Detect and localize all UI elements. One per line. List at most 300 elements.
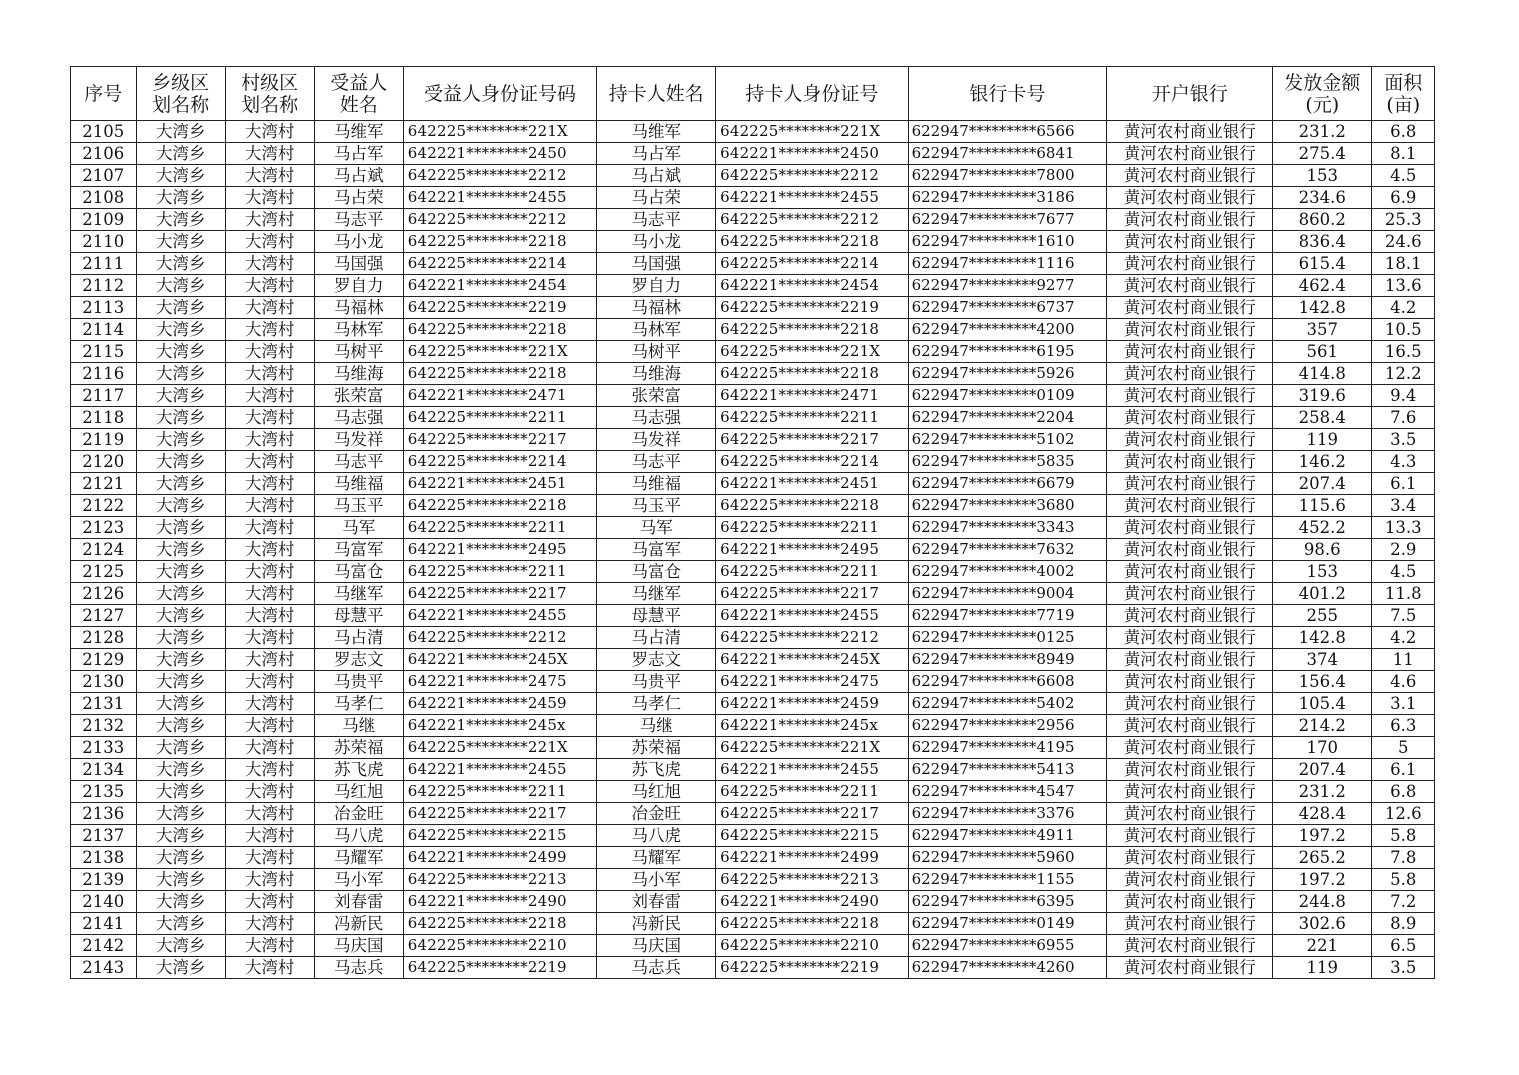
amount-cell: 142.8 [1273,627,1372,649]
village-cell: 大湾村 [225,363,314,385]
beneficiary-name-cell: 马志平 [314,451,403,473]
cardholder-id-cell: 642225********2211 [716,781,909,803]
area-cell: 8.9 [1372,913,1435,935]
bank-card-number-cell: 622947*********4547 [908,781,1107,803]
beneficiary-id-cell: 642221********2455 [403,759,597,781]
village-cell: 大湾村 [225,671,314,693]
beneficiary-name-cell: 苏飞虎 [314,759,403,781]
area-cell: 10.5 [1372,319,1435,341]
bank-name-cell: 黄河农村商业银行 [1107,583,1273,605]
beneficiary-name-cell: 马八虎 [314,825,403,847]
bank-name-cell: 黄河农村商业银行 [1107,935,1273,957]
subsidy-payment-table [70,66,1435,979]
cardholder-name-cell: 马占荣 [597,187,716,209]
bank-name-cell: 黄河农村商业银行 [1107,957,1273,979]
bank-card-number-cell: 622947*********6841 [908,143,1107,165]
amount-cell: 170 [1273,737,1372,759]
bank-name-cell: 黄河农村商业银行 [1107,363,1273,385]
beneficiary-id-cell: 642221********2450 [403,143,597,165]
bank-card-number-cell: 622947*********6195 [908,341,1107,363]
beneficiary-id-cell: 642225********2211 [403,517,597,539]
town-cell: 大湾乡 [136,957,225,979]
village-cell: 大湾村 [225,539,314,561]
table-row [71,781,1435,803]
seq-cell: 2107 [71,165,137,187]
amount-cell: 244.8 [1273,891,1372,913]
town-cell: 大湾乡 [136,143,225,165]
cardholder-id-cell: 642225********2212 [716,209,909,231]
town-cell: 大湾乡 [136,297,225,319]
cardholder-name-cell: 马庆国 [597,935,716,957]
area-cell: 5 [1372,737,1435,759]
area-cell: 5.8 [1372,825,1435,847]
amount-cell: 115.6 [1273,495,1372,517]
beneficiary-name-cell: 马维军 [314,121,403,143]
bank-card-number-cell: 622947*********0109 [908,385,1107,407]
beneficiary-name-cell: 马占军 [314,143,403,165]
header-seq: 序号 [71,67,137,121]
beneficiary-name-cell: 罗自力 [314,275,403,297]
beneficiary-id-cell: 642221********2475 [403,671,597,693]
cardholder-name-cell: 马富仓 [597,561,716,583]
cardholder-id-cell: 642225********2212 [716,165,909,187]
seq-cell: 2119 [71,429,137,451]
bank-name-cell: 黄河农村商业银行 [1107,847,1273,869]
area-cell: 6.1 [1372,759,1435,781]
village-cell: 大湾村 [225,319,314,341]
amount-cell: 258.4 [1273,407,1372,429]
town-cell: 大湾乡 [136,583,225,605]
beneficiary-id-cell: 642225********2218 [403,231,597,253]
beneficiary-name-cell: 马富军 [314,539,403,561]
cardholder-id-cell: 642225********2217 [716,803,909,825]
cardholder-name-cell: 马军 [597,517,716,539]
cardholder-name-cell: 罗自力 [597,275,716,297]
cardholder-id-cell: 642221********2455 [716,187,909,209]
area-cell: 12.2 [1372,363,1435,385]
village-cell: 大湾村 [225,605,314,627]
bank-name-cell: 黄河农村商业银行 [1107,715,1273,737]
table-row [71,825,1435,847]
table-row [71,297,1435,319]
seq-cell: 2139 [71,869,137,891]
table-row [71,451,1435,473]
cardholder-id-cell: 642221********2499 [716,847,909,869]
village-cell: 大湾村 [225,231,314,253]
bank-name-cell: 黄河农村商业银行 [1107,737,1273,759]
table-row [71,319,1435,341]
cardholder-id-cell: 642225********2218 [716,495,909,517]
amount-cell: 221 [1273,935,1372,957]
seq-cell: 2136 [71,803,137,825]
bank-card-number-cell: 622947*********7800 [908,165,1107,187]
bank-name-cell: 黄河农村商业银行 [1107,825,1273,847]
bank-card-number-cell: 622947*********8949 [908,649,1107,671]
table-row [71,341,1435,363]
bank-card-number-cell: 622947*********5835 [908,451,1107,473]
beneficiary-id-cell: 642225********221X [403,737,597,759]
area-cell: 24.6 [1372,231,1435,253]
beneficiary-id-cell: 642221********2451 [403,473,597,495]
amount-cell: 146.2 [1273,451,1372,473]
bank-name-cell: 黄河农村商业银行 [1107,671,1273,693]
table-row [71,187,1435,209]
cardholder-name-cell: 马志强 [597,407,716,429]
table-row [71,715,1435,737]
seq-cell: 2129 [71,649,137,671]
bank-name-cell: 黄河农村商业银行 [1107,143,1273,165]
town-cell: 大湾乡 [136,847,225,869]
beneficiary-id-cell: 642221********2495 [403,539,597,561]
beneficiary-id-cell: 642221********245x [403,715,597,737]
beneficiary-name-cell: 马小龙 [314,231,403,253]
amount-cell: 231.2 [1273,121,1372,143]
amount-cell: 234.6 [1273,187,1372,209]
village-cell: 大湾村 [225,803,314,825]
bank-name-cell: 黄河农村商业银行 [1107,121,1273,143]
cardholder-name-cell: 马志平 [597,209,716,231]
amount-cell: 255 [1273,605,1372,627]
bank-card-number-cell: 622947*********6737 [908,297,1107,319]
bank-name-cell: 黄河农村商业银行 [1107,539,1273,561]
area-cell: 4.5 [1372,561,1435,583]
town-cell: 大湾乡 [136,561,225,583]
cardholder-id-cell: 642221********2495 [716,539,909,561]
bank-card-number-cell: 622947*********6608 [908,671,1107,693]
area-cell: 4.6 [1372,671,1435,693]
area-cell: 11.8 [1372,583,1435,605]
cardholder-name-cell: 马继 [597,715,716,737]
seq-cell: 2120 [71,451,137,473]
beneficiary-name-cell: 冯新民 [314,913,403,935]
area-cell: 18.1 [1372,253,1435,275]
bank-card-number-cell: 622947*********1116 [908,253,1107,275]
village-cell: 大湾村 [225,737,314,759]
cardholder-name-cell: 马国强 [597,253,716,275]
amount-cell: 302.6 [1273,913,1372,935]
amount-cell: 561 [1273,341,1372,363]
bank-name-cell: 黄河农村商业银行 [1107,649,1273,671]
beneficiary-name-cell: 马占清 [314,627,403,649]
village-cell: 大湾村 [225,275,314,297]
cardholder-id-cell: 642225********2214 [716,451,909,473]
village-cell: 大湾村 [225,209,314,231]
cardholder-id-cell: 642225********221X [716,341,909,363]
area-cell: 4.5 [1372,165,1435,187]
town-cell: 大湾乡 [136,341,225,363]
beneficiary-name-cell: 马耀军 [314,847,403,869]
village-cell: 大湾村 [225,165,314,187]
cardholder-id-cell: 642221********2490 [716,891,909,913]
table-body [71,121,1435,979]
table-row [71,275,1435,297]
town-cell: 大湾乡 [136,869,225,891]
seq-cell: 2126 [71,583,137,605]
beneficiary-name-cell: 马志兵 [314,957,403,979]
table-row [71,121,1435,143]
beneficiary-name-cell: 马玉平 [314,495,403,517]
area-cell: 13.3 [1372,517,1435,539]
beneficiary-id-cell: 642221********2454 [403,275,597,297]
amount-cell: 452.2 [1273,517,1372,539]
header-row [71,67,1435,121]
beneficiary-id-cell: 642225********2213 [403,869,597,891]
cardholder-id-cell: 642221********2459 [716,693,909,715]
beneficiary-id-cell: 642225********2211 [403,781,597,803]
beneficiary-id-cell: 642225********2214 [403,253,597,275]
beneficiary-name-cell: 马富仓 [314,561,403,583]
town-cell: 大湾乡 [136,693,225,715]
header-cardholder-id: 持卡人身份证号 [716,67,909,121]
cardholder-id-cell: 642225********2213 [716,869,909,891]
cardholder-id-cell: 642221********2455 [716,759,909,781]
bank-card-number-cell: 622947*********7632 [908,539,1107,561]
town-cell: 大湾乡 [136,319,225,341]
bank-name-cell: 黄河农村商业银行 [1107,627,1273,649]
bank-card-number-cell: 622947*********4911 [908,825,1107,847]
table-row [71,143,1435,165]
cardholder-name-cell: 马志兵 [597,957,716,979]
bank-card-number-cell: 622947*********7719 [908,605,1107,627]
village-cell: 大湾村 [225,693,314,715]
seq-cell: 2113 [71,297,137,319]
amount-cell: 275.4 [1273,143,1372,165]
village-cell: 大湾村 [225,143,314,165]
beneficiary-id-cell: 642225********2212 [403,165,597,187]
table-row [71,517,1435,539]
town-cell: 大湾乡 [136,275,225,297]
bank-name-cell: 黄河农村商业银行 [1107,385,1273,407]
bank-card-number-cell: 622947*********3343 [908,517,1107,539]
village-cell: 大湾村 [225,495,314,517]
cardholder-name-cell: 马维海 [597,363,716,385]
beneficiary-name-cell: 苏荣福 [314,737,403,759]
cardholder-id-cell: 642225********2211 [716,407,909,429]
village-cell: 大湾村 [225,121,314,143]
bank-card-number-cell: 622947*********1155 [908,869,1107,891]
cardholder-name-cell: 马玉平 [597,495,716,517]
area-cell: 4.3 [1372,451,1435,473]
town-cell: 大湾乡 [136,231,225,253]
table-row [71,363,1435,385]
table-row [71,869,1435,891]
town-cell: 大湾乡 [136,253,225,275]
village-cell: 大湾村 [225,715,314,737]
town-cell: 大湾乡 [136,539,225,561]
cardholder-name-cell: 马占清 [597,627,716,649]
beneficiary-id-cell: 642225********2210 [403,935,597,957]
town-cell: 大湾乡 [136,715,225,737]
cardholder-name-cell: 马占斌 [597,165,716,187]
cardholder-id-cell: 642225********2211 [716,561,909,583]
beneficiary-name-cell: 冶金旺 [314,803,403,825]
bank-card-number-cell: 622947*********1610 [908,231,1107,253]
town-cell: 大湾乡 [136,451,225,473]
village-cell: 大湾村 [225,891,314,913]
area-cell: 12.6 [1372,803,1435,825]
table-row [71,495,1435,517]
table-row [71,671,1435,693]
town-cell: 大湾乡 [136,759,225,781]
beneficiary-id-cell: 642225********2214 [403,451,597,473]
amount-cell: 357 [1273,319,1372,341]
bank-name-cell: 黄河农村商业银行 [1107,517,1273,539]
seq-cell: 2140 [71,891,137,913]
beneficiary-id-cell: 642225********221X [403,121,597,143]
seq-cell: 2133 [71,737,137,759]
village-cell: 大湾村 [225,385,314,407]
village-cell: 大湾村 [225,869,314,891]
header-beneficiary-id: 受益人身份证号码 [403,67,597,121]
cardholder-name-cell: 马发祥 [597,429,716,451]
area-cell: 8.1 [1372,143,1435,165]
bank-card-number-cell: 622947*********5926 [908,363,1107,385]
cardholder-name-cell: 马红旭 [597,781,716,803]
table-row [71,209,1435,231]
cardholder-id-cell: 642225********2219 [716,297,909,319]
cardholder-id-cell: 642225********2218 [716,231,909,253]
area-cell: 4.2 [1372,627,1435,649]
cardholder-id-cell: 642225********221X [716,121,909,143]
bank-card-number-cell: 622947*********6566 [908,121,1107,143]
bank-name-cell: 黄河农村商业银行 [1107,495,1273,517]
header-beneficiary-name: 受益人 姓名 [314,67,403,121]
village-cell: 大湾村 [225,407,314,429]
cardholder-name-cell: 冯新民 [597,913,716,935]
cardholder-id-cell: 642225********2211 [716,517,909,539]
beneficiary-id-cell: 642225********2218 [403,363,597,385]
table-row [71,583,1435,605]
beneficiary-id-cell: 642225********2211 [403,407,597,429]
beneficiary-id-cell: 642225********2218 [403,913,597,935]
amount-cell: 197.2 [1273,825,1372,847]
beneficiary-name-cell: 马占斌 [314,165,403,187]
cardholder-name-cell: 冶金旺 [597,803,716,825]
header-area: 面积 (亩) [1372,67,1435,121]
village-cell: 大湾村 [225,583,314,605]
beneficiary-id-cell: 642225********221X [403,341,597,363]
beneficiary-name-cell: 马继 [314,715,403,737]
beneficiary-name-cell: 马维福 [314,473,403,495]
bank-card-number-cell: 622947*********0125 [908,627,1107,649]
beneficiary-name-cell: 张荣富 [314,385,403,407]
beneficiary-name-cell: 马占荣 [314,187,403,209]
table-row [71,561,1435,583]
beneficiary-name-cell: 马发祥 [314,429,403,451]
table-row [71,627,1435,649]
seq-cell: 2127 [71,605,137,627]
amount-cell: 374 [1273,649,1372,671]
table-row [71,429,1435,451]
amount-cell: 319.6 [1273,385,1372,407]
amount-cell: 231.2 [1273,781,1372,803]
village-cell: 大湾村 [225,957,314,979]
village-cell: 大湾村 [225,781,314,803]
bank-card-number-cell: 622947*********9277 [908,275,1107,297]
beneficiary-id-cell: 642221********2455 [403,187,597,209]
beneficiary-name-cell: 马庆国 [314,935,403,957]
town-cell: 大湾乡 [136,825,225,847]
amount-cell: 207.4 [1273,473,1372,495]
amount-cell: 153 [1273,165,1372,187]
area-cell: 6.3 [1372,715,1435,737]
cardholder-id-cell: 642221********2471 [716,385,909,407]
bank-name-cell: 黄河农村商业银行 [1107,275,1273,297]
amount-cell: 197.2 [1273,869,1372,891]
village-cell: 大湾村 [225,253,314,275]
seq-cell: 2111 [71,253,137,275]
bank-name-cell: 黄河农村商业银行 [1107,407,1273,429]
beneficiary-name-cell: 马继军 [314,583,403,605]
bank-card-number-cell: 622947*********2956 [908,715,1107,737]
bank-name-cell: 黄河农村商业银行 [1107,781,1273,803]
amount-cell: 156.4 [1273,671,1372,693]
village-cell: 大湾村 [225,759,314,781]
bank-card-number-cell: 622947*********4195 [908,737,1107,759]
cardholder-name-cell: 马小龙 [597,231,716,253]
beneficiary-name-cell: 马贵平 [314,671,403,693]
cardholder-id-cell: 642225********2212 [716,627,909,649]
cardholder-id-cell: 642225********2218 [716,363,909,385]
cardholder-id-cell: 642221********245x [716,715,909,737]
bank-name-cell: 黄河农村商业银行 [1107,429,1273,451]
bank-name-cell: 黄河农村商业银行 [1107,231,1273,253]
beneficiary-id-cell: 642225********2219 [403,957,597,979]
bank-card-number-cell: 622947*********7677 [908,209,1107,231]
cardholder-name-cell: 马维军 [597,121,716,143]
town-cell: 大湾乡 [136,495,225,517]
cardholder-id-cell: 642225********2215 [716,825,909,847]
cardholder-id-cell: 642221********245X [716,649,909,671]
amount-cell: 860.2 [1273,209,1372,231]
cardholder-id-cell: 642225********2210 [716,935,909,957]
bank-card-number-cell: 622947*********3680 [908,495,1107,517]
village-cell: 大湾村 [225,561,314,583]
cardholder-name-cell: 马维福 [597,473,716,495]
amount-cell: 401.2 [1273,583,1372,605]
cardholder-name-cell: 马树平 [597,341,716,363]
beneficiary-name-cell: 罗志文 [314,649,403,671]
seq-cell: 2141 [71,913,137,935]
table-row [71,759,1435,781]
town-cell: 大湾乡 [136,627,225,649]
area-cell: 6.8 [1372,781,1435,803]
bank-card-number-cell: 622947*********5402 [908,693,1107,715]
cardholder-id-cell: 642221********2451 [716,473,909,495]
table-row [71,407,1435,429]
area-cell: 25.3 [1372,209,1435,231]
town-cell: 大湾乡 [136,891,225,913]
bank-name-cell: 黄河农村商业银行 [1107,605,1273,627]
cardholder-id-cell: 642225********2217 [716,583,909,605]
village-cell: 大湾村 [225,297,314,319]
beneficiary-id-cell: 642221********2471 [403,385,597,407]
area-cell: 9.4 [1372,385,1435,407]
bank-name-cell: 黄河农村商业银行 [1107,209,1273,231]
seq-cell: 2116 [71,363,137,385]
area-cell: 6.1 [1372,473,1435,495]
bank-name-cell: 黄河农村商业银行 [1107,341,1273,363]
table-row [71,231,1435,253]
table-row [71,913,1435,935]
seq-cell: 2143 [71,957,137,979]
beneficiary-name-cell: 马树平 [314,341,403,363]
cardholder-id-cell: 642221********2450 [716,143,909,165]
seq-cell: 2109 [71,209,137,231]
header-town: 乡级区 划名称 [136,67,225,121]
town-cell: 大湾乡 [136,737,225,759]
seq-cell: 2142 [71,935,137,957]
